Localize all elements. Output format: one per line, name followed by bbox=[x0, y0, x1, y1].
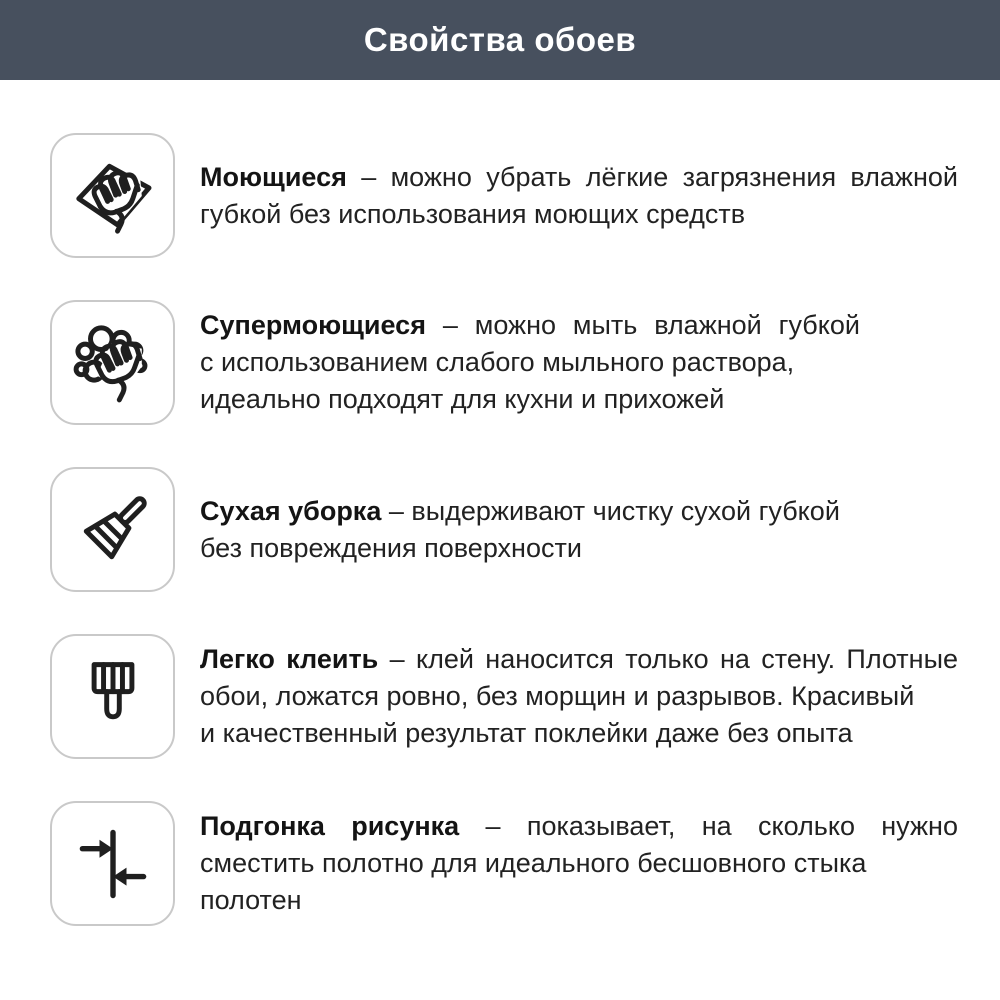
property-row-dry-cleaning bbox=[50, 467, 958, 592]
property-row-washable bbox=[50, 133, 958, 258]
pattern-offset-arrows-icon bbox=[68, 819, 158, 909]
property-description bbox=[200, 307, 958, 418]
property-title: Моющиеся bbox=[200, 161, 347, 192]
description-line bbox=[200, 159, 958, 196]
property-row-super-washable bbox=[50, 300, 958, 425]
icon-box bbox=[50, 634, 175, 759]
properties-list bbox=[0, 80, 1000, 926]
description-line: сместить полотно для идеального бесшовного стыка полотен bbox=[200, 848, 867, 915]
description-line: и качественный результат поклейки даже без опыта bbox=[200, 718, 853, 748]
property-description bbox=[200, 641, 958, 752]
icon-box bbox=[50, 133, 175, 258]
description-line: без повреждения поверхности bbox=[200, 532, 582, 563]
description-text: – можно убрать лёгкие загрязнения влажной bbox=[361, 161, 958, 192]
icon-box bbox=[50, 300, 175, 425]
property-title: Подгонка рисунка bbox=[200, 811, 460, 841]
property-title: Сухая уборка bbox=[200, 495, 382, 526]
hand-cloth-wipe-icon bbox=[68, 151, 158, 241]
description-line bbox=[200, 641, 958, 678]
description-line bbox=[200, 307, 860, 344]
property-title: Легко клеить bbox=[200, 644, 379, 674]
description-line bbox=[200, 808, 958, 845]
soap-bubbles-hand-icon bbox=[68, 318, 158, 408]
icon-box bbox=[50, 801, 175, 926]
paintbrush-icon bbox=[68, 652, 158, 742]
description-line: обои, ложатся ровно, без морщин и разрывов. Красивый bbox=[200, 681, 915, 711]
icon-box bbox=[50, 467, 175, 592]
property-description bbox=[200, 808, 958, 919]
page-header bbox=[0, 0, 1000, 80]
description-text: – выдерживают чистку сухой губкой bbox=[388, 495, 840, 526]
page-title: Свойства обоев bbox=[363, 21, 637, 58]
description-line: губкой без использования моющих средств bbox=[200, 198, 746, 229]
property-description bbox=[200, 159, 958, 233]
property-row-pattern-match bbox=[50, 801, 958, 926]
property-title: Супермоющиеся bbox=[200, 310, 426, 340]
broom-icon bbox=[68, 485, 158, 575]
description-line: с использованием слабого мыльного раствора, bbox=[200, 347, 795, 377]
property-description bbox=[200, 493, 958, 567]
description-text: – можно мыть влажной губкой bbox=[442, 310, 860, 340]
description-text: – показывает, на сколько нужно bbox=[485, 811, 958, 841]
description-line: идеально подходят для кухни и прихожей bbox=[200, 384, 725, 414]
description-line bbox=[200, 493, 958, 530]
description-text: – клей наносится только на стену. Плотные bbox=[389, 644, 958, 674]
property-row-easy-gluing bbox=[50, 634, 958, 759]
